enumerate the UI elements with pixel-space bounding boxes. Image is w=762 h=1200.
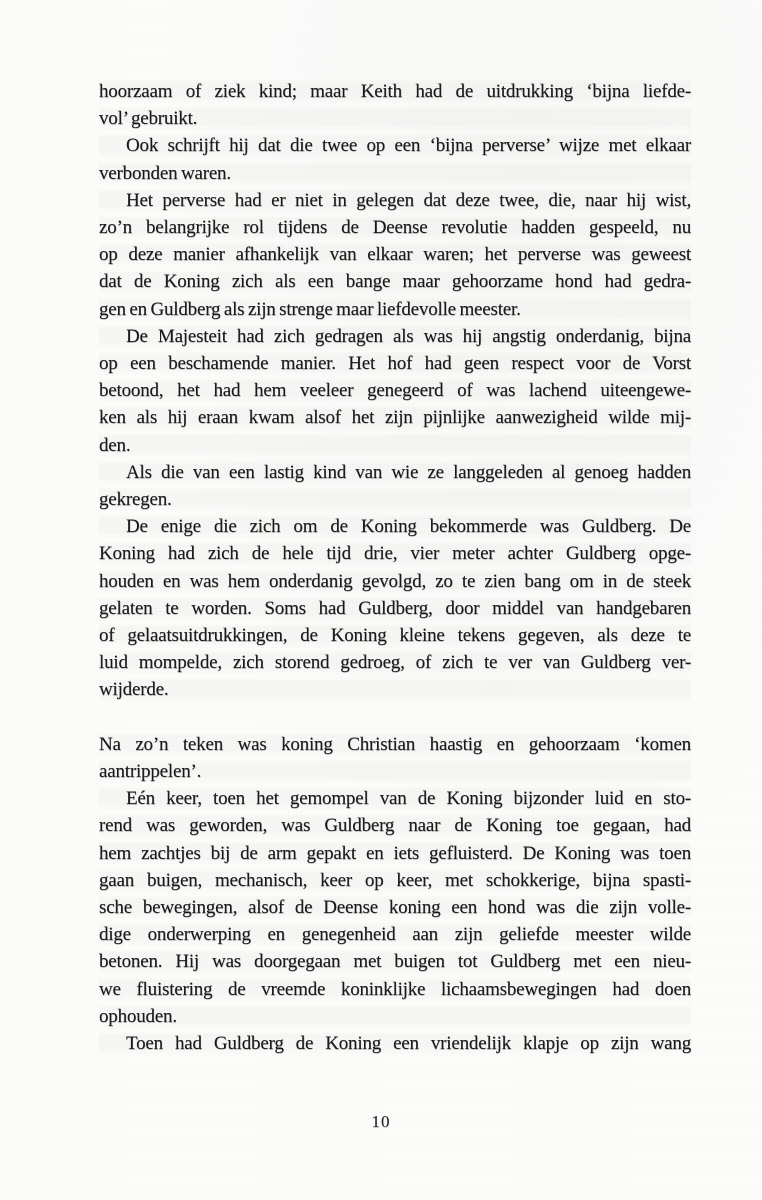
text-line: De Majesteit had zich gedragen als was hij angstig onderdanig, bijna <box>99 323 691 350</box>
text-line: ken als hij eraan kwam alsof het zijn pijnlijke aanwezigheid wilde mij- <box>99 404 691 431</box>
text-line: hem zachtjes bij de arm gepakt en iets gefluisterd. De Koning was toen <box>99 840 691 867</box>
paragraph <box>99 187 691 323</box>
paragraph <box>99 323 691 459</box>
paragraph <box>99 513 691 703</box>
text-line: op deze manier afhankelijk van elkaar waren; het perverse was geweest <box>99 241 691 268</box>
text-line: sche bewegingen, alsof de Deense koning een hond was die zijn volle- <box>99 894 691 921</box>
text-line: gekregen. <box>99 486 691 513</box>
paragraph <box>99 459 691 513</box>
text-line: zo’n belangrijke rol tijdens de Deense revolutie hadden gespeeld, nu <box>99 214 691 241</box>
paragraph <box>99 78 691 132</box>
text-line: Toen had Guldberg de Koning een vriendelijk klapje op zijn wang <box>99 1030 691 1057</box>
page-text <box>99 78 691 1057</box>
text-line: gelaten te worden. Soms had Guldberg, door middel van handgebaren <box>99 595 691 622</box>
text-line: luid mompelde, zich storend gedroeg, of zich te ver van Guldberg ver- <box>99 649 691 676</box>
text-line: dige onderwerping en genegenheid aan zijn geliefde meester wilde <box>99 921 691 948</box>
text-line: aantrippelen’. <box>99 758 691 785</box>
text-line: of gelaatsuitdrukkingen, de Koning kleine tekens gegeven, als deze te <box>99 622 691 649</box>
text-line: betoond, het had hem veeleer genegeerd of was lachend uiteengewe- <box>99 377 691 404</box>
text-line: verbonden waren. <box>99 160 691 187</box>
text-line: rend was geworden, was Guldberg naar de Koning toe gegaan, had <box>99 812 691 839</box>
text-line: gaan buigen, mechanisch, keer op keer, met schokkerige, bijna spasti- <box>99 867 691 894</box>
text-line: Ook schrijft hij dat die twee op een ‘bijna perverse’ wijze met elkaar <box>99 132 691 159</box>
text-line: op een beschamende manier. Het hof had geen respect voor de Vorst <box>99 350 691 377</box>
text-line: Als die van een lastig kind van wie ze langgeleden al genoeg hadden <box>99 459 691 486</box>
text-line: De enige die zich om de Koning bekommerde was Guldberg. De <box>99 513 691 540</box>
text-line: dat de Koning zich als een bange maar gehoorzame hond had gedra- <box>99 268 691 295</box>
text-line: wijderde. <box>99 676 691 703</box>
text-line: den. <box>99 432 691 459</box>
text-line: we fluistering de vreemde koninklijke lichaamsbewegingen had doen <box>99 976 691 1003</box>
paragraph <box>99 785 691 1030</box>
text-line: ophouden. <box>99 1003 691 1030</box>
text-line: Het perverse had er niet in gelegen dat deze twee, die, naar hij wist, <box>99 187 691 214</box>
paragraph <box>99 132 691 186</box>
text-line: Na zo’n teken was koning Christian haastig en gehoorzaam ‘komen <box>99 731 691 758</box>
text-line: hoorzaam of ziek kind; maar Keith had de uitdrukking ‘bijna liefde- <box>99 78 691 105</box>
text-line: vol’ gebruikt. <box>99 105 691 132</box>
text-line: gen en Guldberg als zijn strenge maar liefdevolle meester. <box>99 296 691 323</box>
page-number: 10 <box>371 1112 391 1131</box>
paragraph <box>99 1030 691 1057</box>
text-line: Koning had zich de hele tijd drie, vier meter achter Guldberg opge- <box>99 540 691 567</box>
paragraph <box>99 731 691 785</box>
text-line: betonen. Hij was doorgegaan met buigen tot Guldberg met een nieu- <box>99 948 691 975</box>
text-line: Eén keer, toen het gemompel van de Koning bijzonder luid en sto- <box>99 785 691 812</box>
text-line: houden en was hem onderdanig gevolgd, zo te zien bang om in de steek <box>99 568 691 595</box>
